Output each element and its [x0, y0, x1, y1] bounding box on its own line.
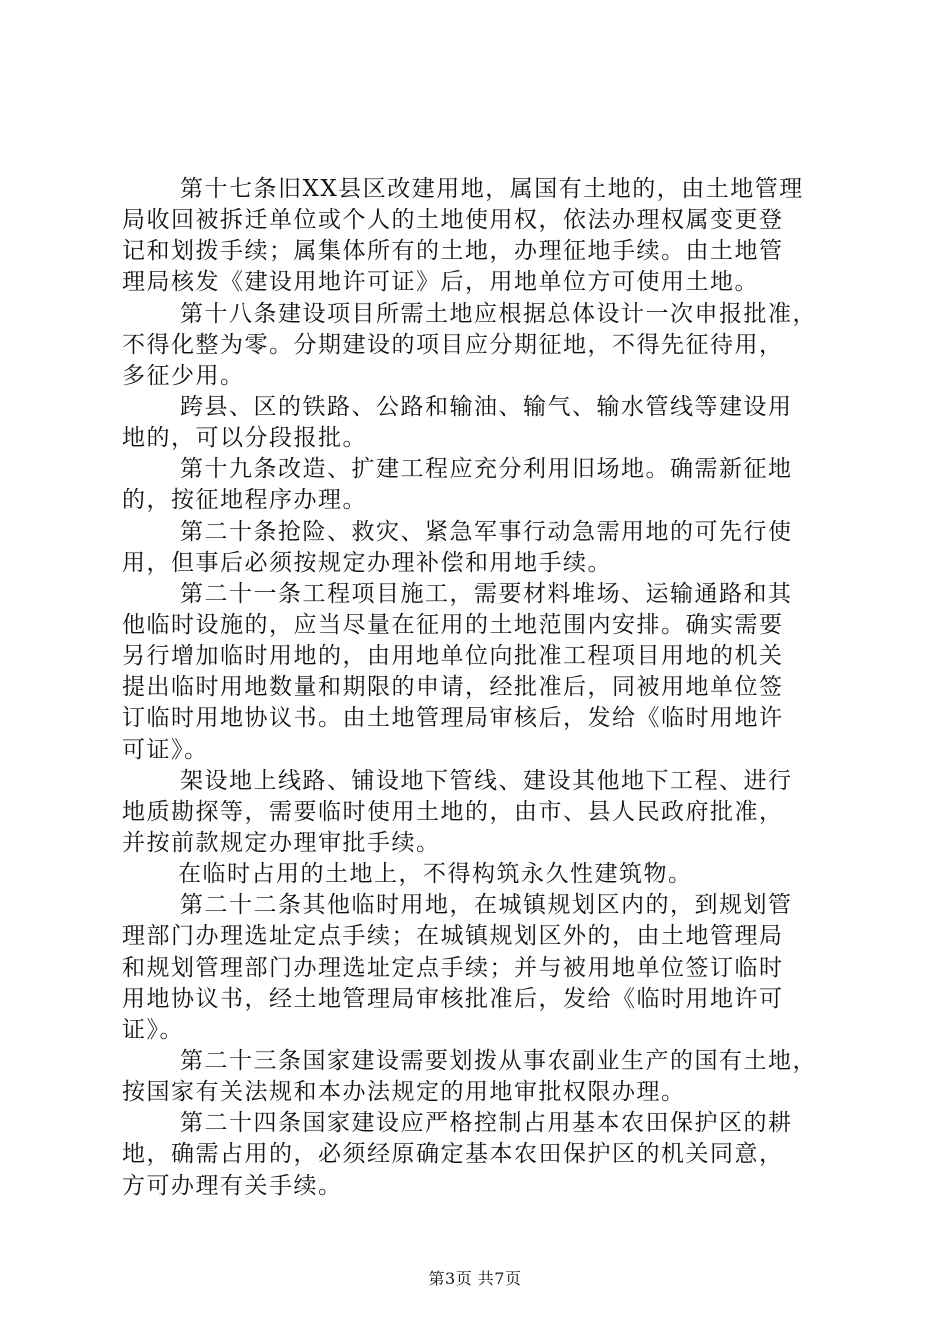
text-line: 不得化整为零。分期建设的项目应分期征地，不得先征待用，: [122, 331, 784, 358]
text-line: 订临时用地协议书。由土地管理局审核后，发给《临时用地许: [122, 705, 784, 732]
text-line: 第十八条建设项目所需土地应根据总体设计一次申报批准，: [180, 300, 817, 327]
text-line: 第十九条改造、扩建工程应充分利用旧场地。确需新征地: [180, 456, 793, 483]
text-line: 记和划拨手续；属集体所有的土地，办理征地手续。由土地管: [122, 238, 784, 265]
text-line: 可证》。: [122, 736, 209, 763]
text-line: 地，确需占用的，必须经原确定基本农田保护区的机关同意，: [122, 1141, 784, 1168]
text-line: 证》。: [122, 1016, 184, 1043]
document-body: [122, 174, 834, 1202]
text-line: 地质勘探等，需要临时使用土地的，由市、县人民政府批准，: [122, 798, 784, 825]
page-number-label: 第3页 共7页: [428, 1269, 522, 1288]
text-line: 地的，可以分段报批。: [122, 425, 367, 452]
text-line: 他临时设施的，应当尽量在征用的土地范围内安排。确实需要: [122, 611, 784, 638]
text-line: 提出临时用地数量和期限的申请，经批准后，同被用地单位签: [122, 674, 784, 701]
text-line: 用地协议书，经土地管理局审核批准后，发给《临时用地许可: [122, 985, 784, 1012]
text-line: 架设地上线路、铺设地下管线、建设其他地下工程、进行: [180, 767, 793, 794]
text-line: 第二十四条国家建设应严格控制占用基本农田保护区的耕: [180, 1110, 793, 1137]
text-line: 并按前款规定办理审批手续。: [122, 829, 441, 856]
text-line: 第二十三条国家建设需要划拨从事农副业生产的国有土地，: [180, 1047, 817, 1074]
text-line: 第二十二条其他临时用地，在城镇规划区内的，到规划管: [180, 892, 793, 919]
text-line: 的，按征地程序办理。: [122, 487, 367, 514]
text-line: 按国家有关法规和本办法规定的用地审批权限办理。: [122, 1079, 686, 1106]
text-line: 在临时占用的土地上，不得构筑永久性建筑物。: [178, 861, 693, 888]
text-line: 第二十一条工程项目施工，需要材料堆场、运输通路和其: [180, 580, 793, 607]
text-line: 另行增加临时用地的，由用地单位向批准工程项目用地的机关: [122, 643, 784, 670]
text-line: 理局核发《建设用地许可证》后，用地单位方可使用土地。: [122, 269, 759, 296]
text-line: 理部门办理选址定点手续；在城镇规划区外的，由土地管理局: [122, 923, 784, 950]
text-line: 方可办理有关手续。: [122, 1172, 343, 1199]
text-line: 局收回被拆迁单位或个人的土地使用权，依法办理权属变更登: [122, 207, 784, 234]
page-footer: [0, 1268, 950, 1290]
text-line: 第十七条旧XX县区改建用地，属国有土地的，由土地管理: [180, 176, 804, 202]
text-line: 用，但事后必须按规定办理补偿和用地手续。: [122, 549, 612, 576]
text-line: 跨县、区的铁路、公路和输油、输气、输水管线等建设用: [180, 393, 793, 420]
text-line: 和规划管理部门办理选址定点手续；并与被用地单位签订临时: [122, 954, 784, 981]
text-line: 第二十条抢险、救灾、紧急军事行动急需用地的可先行使: [180, 518, 793, 545]
text-line: 多征少用。: [122, 362, 245, 389]
